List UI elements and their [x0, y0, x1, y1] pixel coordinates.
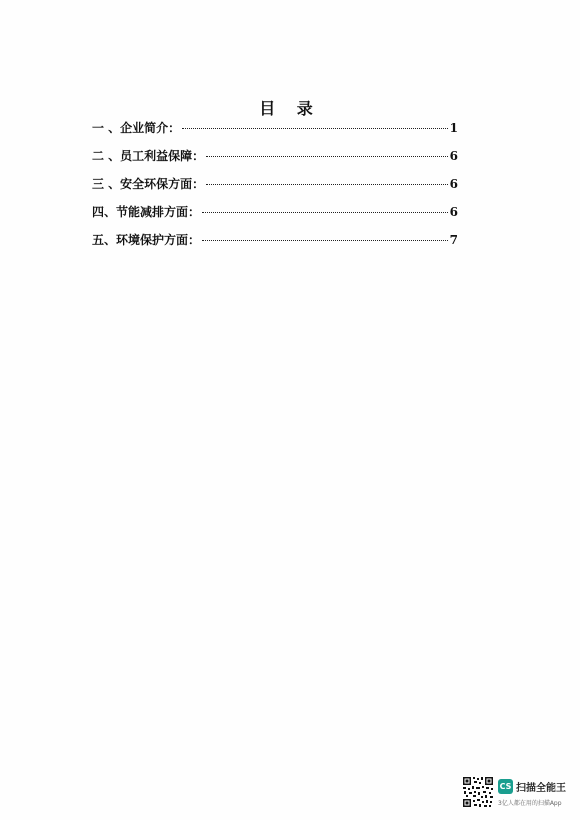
toc-entry-page: 6 [449, 149, 458, 163]
toc-title: 目 录 [259, 99, 321, 118]
toc-entry-label: 五、环境保护方面： [92, 233, 201, 247]
toc-entry-label: 三 、安全环保方面： [92, 177, 205, 191]
toc-entry [92, 175, 458, 203]
camscanner-logo-icon: CS [498, 779, 513, 794]
brand-name: 扫描全能王 [516, 783, 566, 794]
toc-entry-label: 一 、企业简介： [92, 121, 181, 135]
toc-entry [92, 203, 458, 231]
toc-leader-dots [202, 211, 448, 213]
toc-entry-page: 1 [449, 121, 458, 135]
toc-entry [92, 147, 458, 175]
toc-leader-dots [206, 155, 447, 157]
toc-list [92, 119, 458, 259]
toc-entry-label: 四、节能减排方面： [92, 205, 201, 219]
toc-entry [92, 231, 458, 259]
toc-entry-page: 6 [449, 205, 458, 219]
toc-entry [92, 119, 458, 147]
qr-code-icon [462, 776, 494, 808]
toc-leader-dots [182, 127, 447, 129]
brand-slogan: 3亿人都在用的扫描App [498, 800, 562, 807]
toc-entry-page: 6 [449, 177, 458, 191]
toc-leader-dots [202, 239, 448, 241]
toc-leader-dots [206, 183, 447, 185]
toc-entry-label: 二 、员工利益保障： [92, 149, 205, 163]
scanner-watermark [462, 776, 572, 812]
toc-entry-page: 7 [449, 233, 458, 247]
